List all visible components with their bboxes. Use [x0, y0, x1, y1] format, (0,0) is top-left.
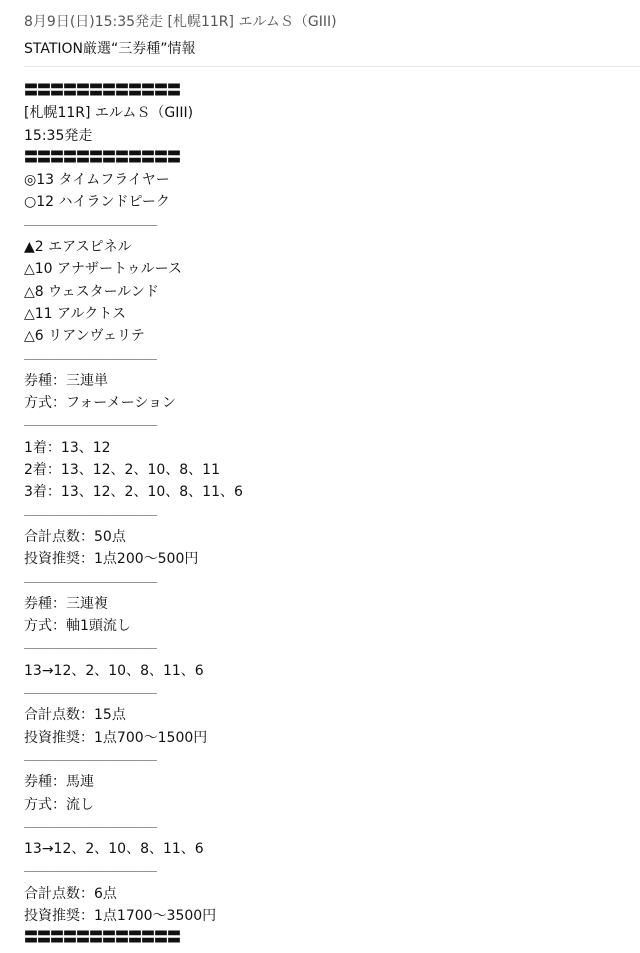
divider-line: ――――――――――――: [24, 217, 156, 232]
banner-line: 〓〓〓〓〓〓〓〓〓〓〓〓: [24, 930, 180, 947]
body-line: 投資推奨：1点1700〜3500円: [24, 907, 217, 924]
body-line: 方式：流し: [24, 796, 94, 813]
body-line: 3着：13、12、2、10、8、11、6: [24, 484, 243, 501]
divider-line: ――――――――――――: [24, 819, 156, 834]
body-line: △11 アルクトス: [24, 305, 127, 322]
body-line: 方式：フォーメーション: [24, 395, 177, 412]
body-line: ○12 ハイランドピーク: [24, 194, 170, 211]
banner-line: 〓〓〓〓〓〓〓〓〓〓〓〓: [24, 83, 180, 99]
body-line: [札幌11R] エルムＳ（GIII): [24, 105, 194, 122]
banner-line: 〓〓〓〓〓〓〓〓〓〓〓〓: [24, 149, 180, 166]
body-line: 投資推奨：1点200〜500円: [24, 551, 199, 568]
body-line: 合計点数：50点: [24, 528, 126, 545]
divider-line: ――――――――――――: [24, 641, 156, 656]
message-body: [24, 80, 630, 950]
body-line: 方式：軸1頭流し: [24, 618, 131, 635]
body-line: 1着：13、12: [24, 439, 111, 456]
body-line: 券種：三連単: [24, 372, 108, 389]
body-line: 合計点数：6点: [24, 885, 117, 902]
body-line: 券種：三連複: [24, 595, 108, 612]
body-line: ▲2 エアスピネル: [24, 239, 132, 256]
body-line: 券種：馬連: [24, 774, 94, 791]
divider-line: ――――――――――――: [24, 686, 156, 701]
divider-line: ――――――――――――: [24, 574, 156, 589]
divider-line: ――――――――――――: [24, 418, 156, 433]
body-line: 15:35発走: [24, 127, 93, 144]
divider-line: ――――――――――――: [24, 864, 156, 879]
page-title: STATION厳選“三券種”情報: [24, 41, 196, 57]
body-line: △10 アナザートゥルース: [24, 261, 182, 278]
divider-line: ――――――――――――: [24, 351, 156, 366]
divider-line: ――――――――――――: [24, 507, 156, 522]
body-line: ◎13 タイムフライヤー: [24, 172, 170, 189]
race-meta: 8月9日(日)15:35発走 [札幌11R] エルムＳ（GIII): [24, 14, 337, 30]
body-line: 投資推奨：1点700〜1500円: [24, 729, 208, 746]
body-line: △8 ウェスタールンド: [24, 283, 159, 300]
body-line: 13→12、2、10、8、11、6: [24, 841, 204, 858]
body-line: 合計点数：15点: [24, 707, 126, 724]
divider-line: ――――――――――――: [24, 752, 156, 767]
body-line: 13→12、2、10、8、11、6: [24, 662, 204, 679]
body-line: 2着：13、12、2、10、8、11: [24, 462, 220, 479]
email-header: [24, 0, 640, 67]
body-line: △6 リアンヴェリテ: [24, 328, 145, 345]
